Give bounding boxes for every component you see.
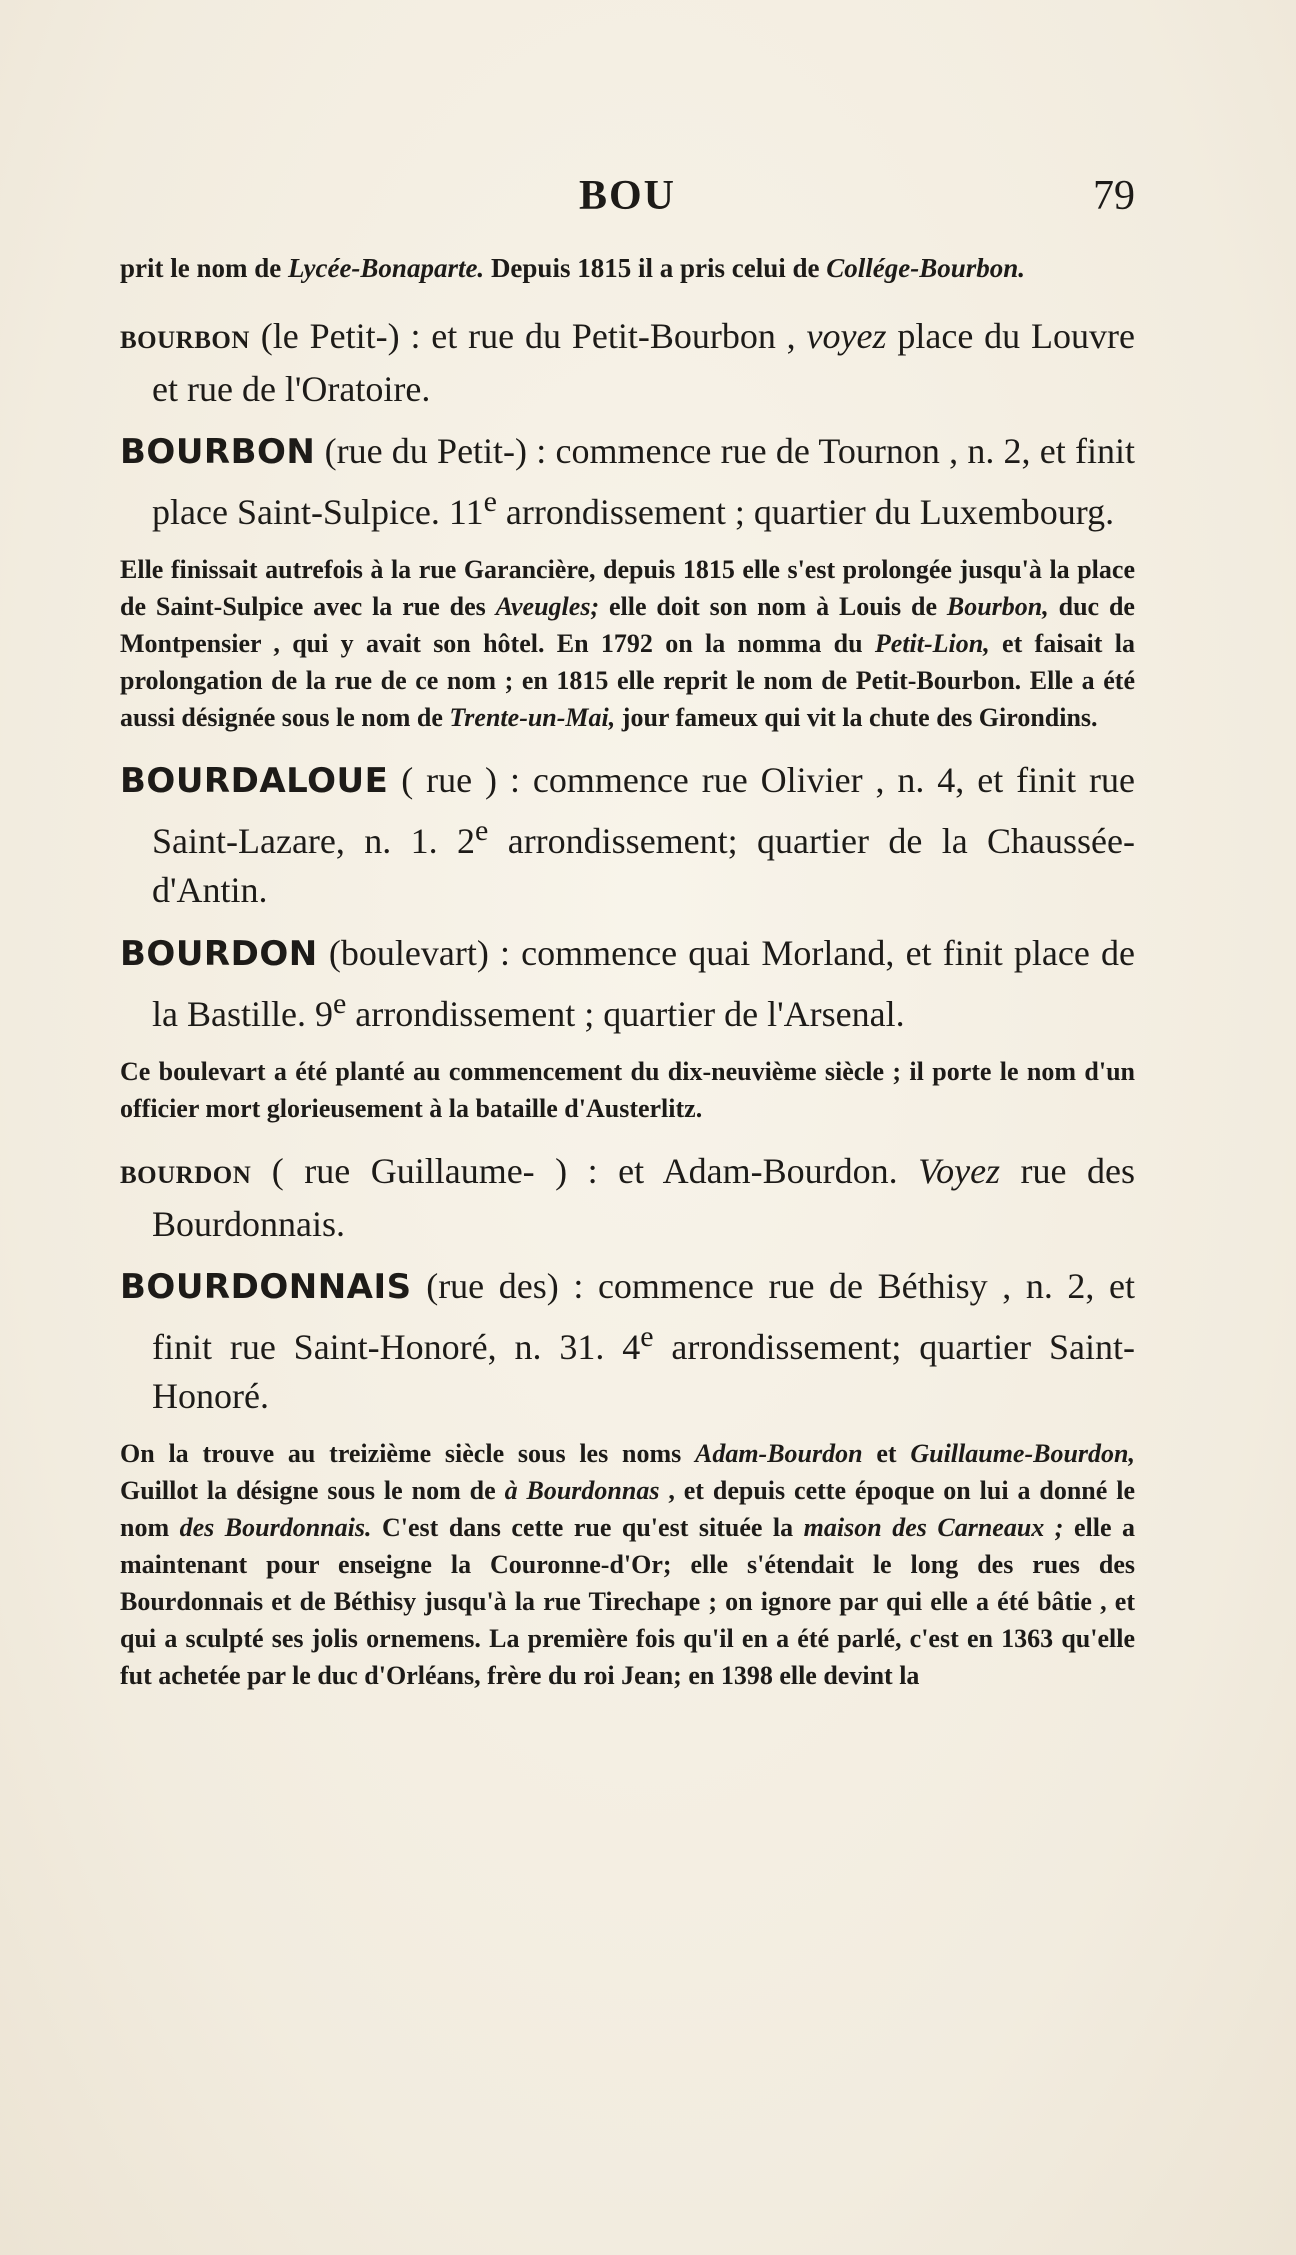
entry-bourdon-boulevart: BOURDON (boulevart) : commence quai Morland, et finit place de la Bastille. 9e arrondissement ; quartier de l'Arsenal. (120, 933, 1135, 1034)
page-body (120, 250, 1135, 1714)
entry-bourdaloue: BOURDALOUE ( rue ) : commence rue Olivier , n. 4, et finit rue Saint-Lazare, n. 1. 2e arrondissement; quartier de la Chaussée-d'Antin. (120, 760, 1135, 910)
page-number: 79 (1093, 173, 1135, 219)
entry-headword: BOURBON (120, 327, 250, 354)
note-bourdonnais: On la trouve au treizième siècle sous les noms Adam-Bourdon et Guillaume-Bourdon, Guillot la désigne sous le nom de à Bourdonnas , et depuis cette époque on lui a donné le nom des Bourdonnais. C'est dans cette rue qu'est située la maison des Carneaux ; elle a maintenant pour enseigne la Couronne-d'Or; elle s'étendait le long des rues des Bourdonnais et de Béthisy jusqu'à la rue Tirechape ; on ignore par qui elle a été bâtie , et qui a sculpté ses jolis ornemens. La première fois qu'il en a été parlé, c'est en 1363 qu'elle fut achetée par le duc d'Orléans, frère du roi Jean; en 1398 elle devint la (120, 1439, 1136, 1690)
entry-headword: BOURDALOUE (120, 761, 389, 801)
note-boulevart: Ce boulevart a été planté au commencement du dix-neuvième siècle ; il porte le nom d'un officier mort glorieusement à la bataille d'Austerlitz. (120, 1057, 1135, 1123)
entry-headword: BOURBON (120, 432, 316, 472)
continuation-paragraph: prit le nom de Lycée-Bonaparte. Depuis 1815 il a pris celui de Collége-Bourbon. (120, 253, 1025, 283)
note-petit-bourbon: Elle finissait autrefois à la rue Garancière, depuis 1815 elle s'est prolongée jusqu'à la place de Saint-Sulpice avec la rue des Aveugles; elle doit son nom à Louis de Bourbon, duc de Montpensier , qui y avait son hôtel. En 1792 on la nomma du Petit-Lion, et faisait la prolongation de la rue de ce nom ; en 1815 elle reprit le nom de Petit-Bourbon. Elle a été aussi désignée sous le nom de Trente-un-Mai, jour fameux qui vit la chute des Girondins. (120, 555, 1135, 732)
entry-bourbon-le-petit: BOURBON (le Petit-) : et rue du Petit-Bourbon , voyez place du Louvre et rue de l'Oratoire. (120, 316, 1135, 409)
running-head: BOU (578, 173, 676, 219)
page-header (120, 168, 1135, 228)
entry-bourdon-guillaume: BOURDON ( rue Guillaume- ) : et Adam-Bourdon. Voyez rue des Bourdonnais. (120, 1151, 1135, 1244)
entry-headword: BOURDON (120, 934, 318, 974)
entry-bourbon-rue-du-petit: BOURBON (rue du Petit-) : commence rue de Tournon , n. 2, et finit place Saint-Sulpice. 11e arrondissement ; quartier du Luxembourg. (120, 431, 1135, 532)
entry-headword: BOURDONNAIS (120, 1267, 412, 1307)
entry-headword: BOURDON (120, 1162, 252, 1189)
entry-bourdonnais: BOURDONNAIS (rue des) : commence rue de Béthisy , n. 2, et finit rue Saint-Honoré, n. 31. 4e arrondissement; quartier Saint-Honoré. (120, 1266, 1135, 1416)
